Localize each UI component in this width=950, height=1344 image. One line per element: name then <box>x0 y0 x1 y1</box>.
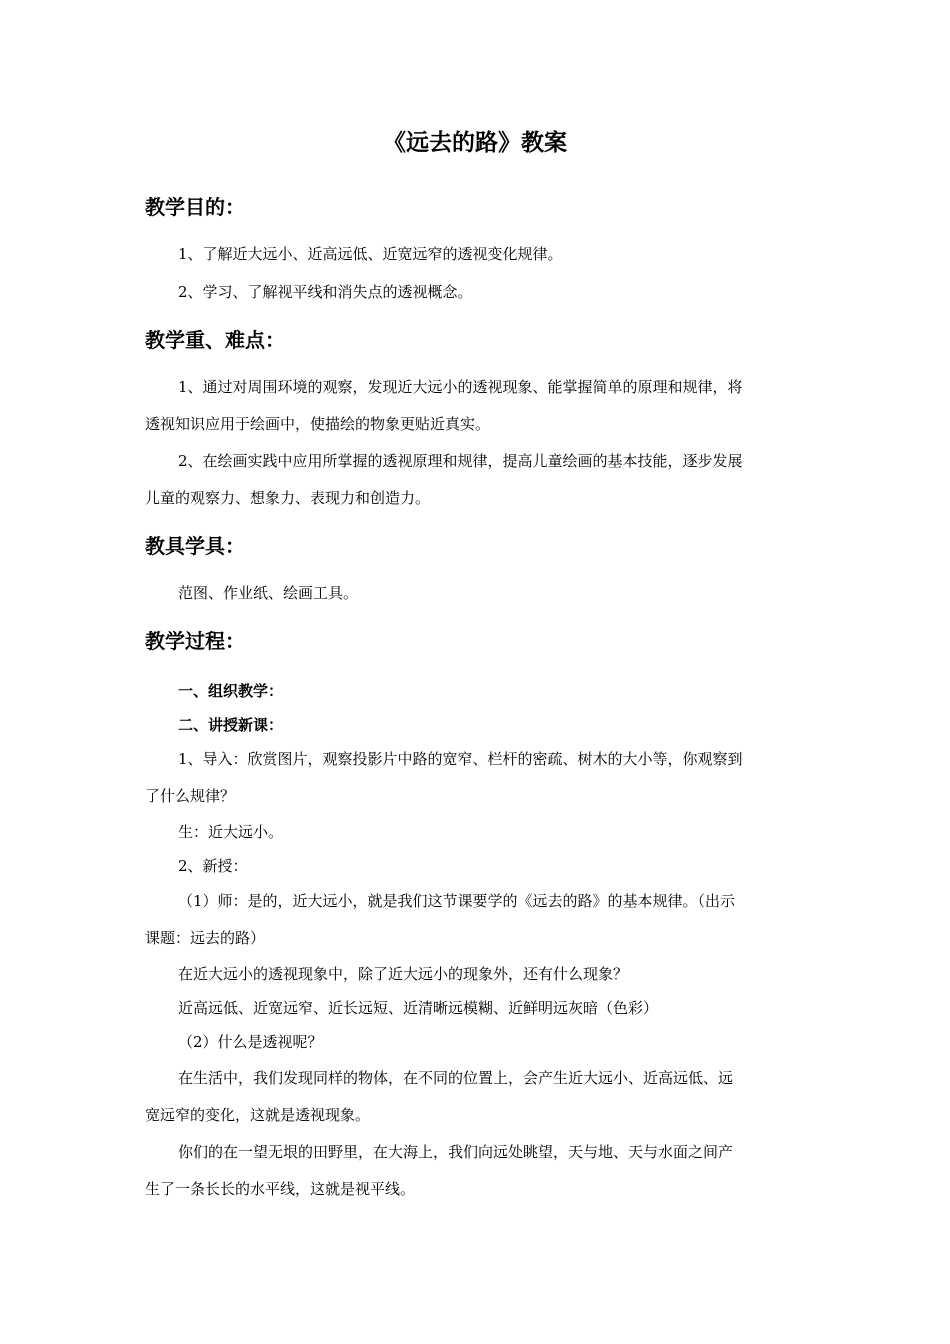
process-step: 二、讲授新课： <box>178 716 284 734</box>
process-paragraph: 2、新授： <box>178 857 248 875</box>
materials-text: 范图、作业纸、绘画工具。 <box>178 584 359 602</box>
process-paragraph: 生：近大远小。 <box>178 823 284 841</box>
process-paragraph: 在近大远小的透视现象中，除了近大远小的现象外，还有什么现象？ <box>178 965 629 983</box>
key-point-paragraph: 儿童的观察力、想象力、表现力和创造力。 <box>145 489 431 507</box>
process-paragraph: （1）师：是的，近大远小，就是我们这节课要学的《远去的路》的基本规律。（出示 <box>178 892 736 910</box>
heading-materials: 教具学具： <box>145 534 245 558</box>
key-point-paragraph: 透视知识应用于绘画中，使描绘的物象更贴近真实。 <box>145 415 491 433</box>
objective-item: 2、学习、了解视平线和消失点的透视概念。 <box>178 283 473 301</box>
process-paragraph: 了什么规律？ <box>145 787 236 805</box>
page-title: 《远去的路》教案 <box>383 129 567 156</box>
heading-process: 教学过程： <box>145 629 245 653</box>
process-paragraph: 生了一条长长的水平线，这就是视平线。 <box>145 1180 416 1198</box>
process-paragraph: 近高远低、近宽远窄、近长远短、近清晰远模糊、近鲜明远灰暗（色彩） <box>178 999 659 1017</box>
key-point-paragraph: 2、在绘画实践中应用所掌握的透视原理和规律，提高儿童绘画的基本技能，逐步发展 <box>178 452 743 470</box>
key-point-paragraph: 1、通过对周围环境的观察，发现近大远小的透视现象、能掌握简单的原理和规律，将 <box>178 378 743 396</box>
process-paragraph: 你们的在一望无垠的田野里，在大海上，我们向远处眺望，天与地、天与水面之间产 <box>178 1143 734 1161</box>
process-paragraph: 课题：远去的路） <box>145 929 266 947</box>
process-step: 一、组织教学： <box>178 682 284 700</box>
process-paragraph: 在生活中，我们发现同样的物体，在不同的位置上，会产生近大远小、近高远低、远 <box>178 1069 734 1087</box>
objective-item: 1、了解近大远小、近高远低、近宽远窄的透视变化规律。 <box>178 245 563 263</box>
heading-objectives: 教学目的： <box>145 195 245 219</box>
process-paragraph: 1、导入：欣赏图片，观察投影片中路的宽窄、栏杆的密疏、树木的大小等，你观察到 <box>178 750 743 768</box>
process-paragraph: （2）什么是透视呢？ <box>178 1033 323 1051</box>
heading-key-points: 教学重、难点： <box>145 328 285 352</box>
process-paragraph: 宽远窄的变化，这就是透视现象。 <box>145 1106 371 1124</box>
